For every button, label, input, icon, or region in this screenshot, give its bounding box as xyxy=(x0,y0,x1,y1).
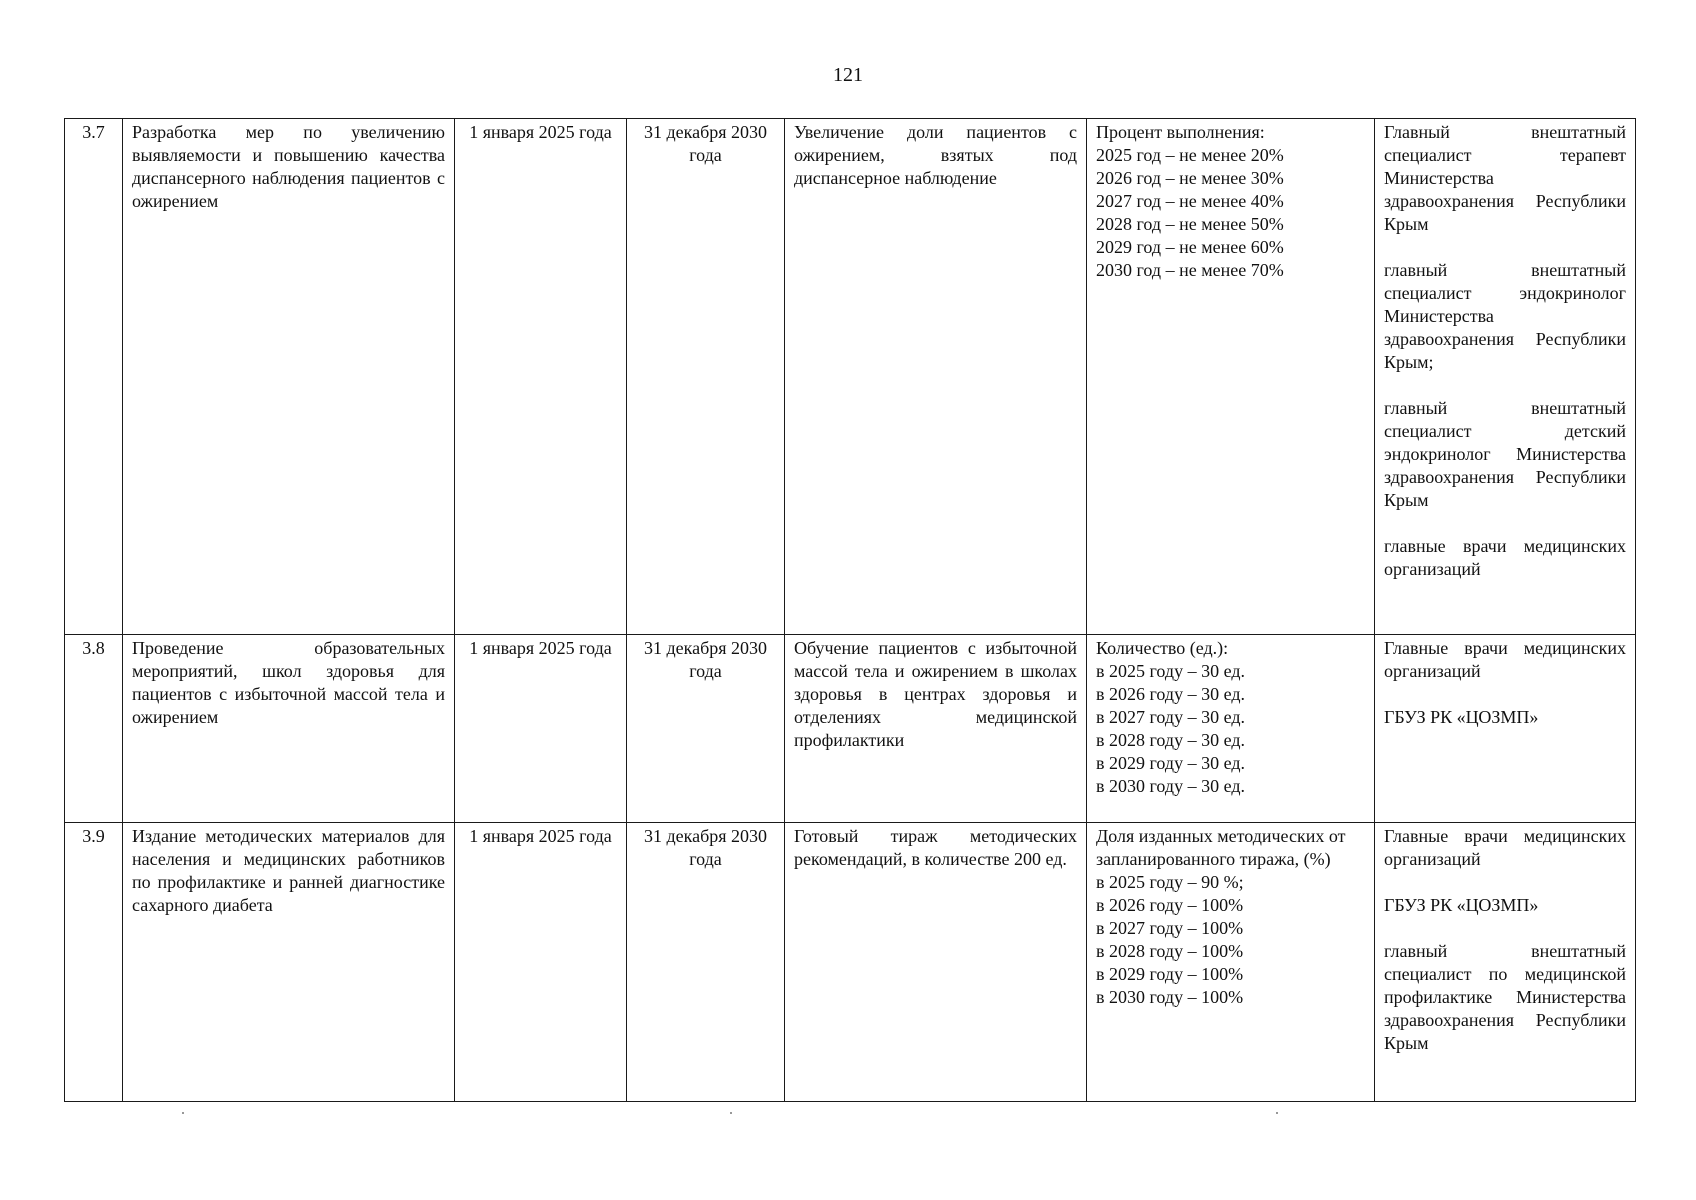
responsible-entry: Главные врачи медицинских организаций xyxy=(1384,638,1626,681)
responsible-entry: Главный внештатный специалист терапевт Министерства здравоохранения Республики Крым xyxy=(1384,122,1626,234)
indicator-line: в 2025 году – 30 ед. xyxy=(1096,661,1245,681)
indicator-cell xyxy=(1087,823,1375,1102)
indicator-line: в 2028 году – 30 ед. xyxy=(1096,730,1245,750)
result-cell: Обучение пациентов с избыточной массой тела и ожирением в школах здоровья в центрах здоровья и отделениях медицинской профилактики xyxy=(785,635,1087,823)
indicator-line: в 2030 году – 30 ед. xyxy=(1096,776,1245,796)
activity-cell: Проведение образовательных мероприятий, школ здоровья для пациентов с избыточной массой тела и ожирением xyxy=(123,635,455,823)
end-date-cell: 31 декабря 2030 года xyxy=(627,119,785,635)
responsible-entry: ГБУЗ РК «ЦОЗМП» xyxy=(1384,707,1539,727)
result-cell: Готовый тираж методических рекомендаций, в количестве 200 ед. xyxy=(785,823,1087,1102)
responsible-entry: ГБУЗ РК «ЦОЗМП» xyxy=(1384,895,1539,915)
indicator-line: Процент выполнения: xyxy=(1096,122,1265,142)
end-date-cell: 31 декабря 2030 года xyxy=(627,823,785,1102)
table-row xyxy=(65,635,1636,823)
indicator-line: 2029 год – не менее 60% xyxy=(1096,237,1284,257)
indicator-line: Количество (ед.): xyxy=(1096,638,1229,658)
start-date-cell: 1 января 2025 года xyxy=(455,635,627,823)
indicator-line: в 2025 году – 90 %; xyxy=(1096,872,1244,892)
page-number: 121 xyxy=(833,64,863,86)
activity-cell: Разработка мер по увеличению выявляемости и повышению качества диспансерного наблюдения пациентов с ожирением xyxy=(123,119,455,635)
indicator-line: в 2030 году – 100% xyxy=(1096,987,1244,1007)
measures-table xyxy=(64,118,1636,1102)
responsible-entry: главные врачи медицинских организаций xyxy=(1384,536,1626,579)
indicator-line: в 2027 году – 100% xyxy=(1096,918,1244,938)
start-date-cell: 1 января 2025 года xyxy=(455,119,627,635)
responsible-entry: Главные врачи медицинских организаций xyxy=(1384,826,1626,869)
indicator-cell xyxy=(1087,119,1375,635)
row-number: 3.8 xyxy=(65,635,123,823)
row-number: 3.9 xyxy=(65,823,123,1102)
responsible-cell xyxy=(1375,119,1636,635)
scan-speck xyxy=(182,1112,184,1114)
indicator-line: в 2029 году – 30 ед. xyxy=(1096,753,1245,773)
indicator-line: 2025 год – не менее 20% xyxy=(1096,145,1284,165)
indicator-line: 2027 год – не менее 40% xyxy=(1096,191,1284,211)
indicator-line: 2030 год – не менее 70% xyxy=(1096,260,1284,280)
start-date-cell: 1 января 2025 года xyxy=(455,823,627,1102)
responsible-cell xyxy=(1375,823,1636,1102)
responsible-entry: главный внештатный специалист эндокринолог Министерства здравоохранения Республики Крым; xyxy=(1384,260,1626,372)
indicator-line: в 2026 году – 100% xyxy=(1096,895,1244,915)
table-row xyxy=(65,823,1636,1102)
indicator-line: 2026 год – не менее 30% xyxy=(1096,168,1284,188)
scan-speck xyxy=(730,1112,732,1114)
row-number: 3.7 xyxy=(65,119,123,635)
indicator-line: в 2029 году – 100% xyxy=(1096,964,1244,984)
indicator-line: Доля изданных методических от запланированного тиража, (%) xyxy=(1096,826,1346,869)
responsible-entry: главный внештатный специалист детский эндокринолог Министерства здравоохранения Республики Крым xyxy=(1384,398,1626,510)
indicator-line: 2028 год – не менее 50% xyxy=(1096,214,1284,234)
responsible-cell xyxy=(1375,635,1636,823)
result-cell: Увеличение доли пациентов с ожирением, взятых под диспансерное наблюдение xyxy=(785,119,1087,635)
activity-cell: Издание методических материалов для населения и медицинских работников по профилактике и ранней диагностике сахарного диабета xyxy=(123,823,455,1102)
end-date-cell: 31 декабря 2030 года xyxy=(627,635,785,823)
indicator-line: в 2027 году – 30 ед. xyxy=(1096,707,1245,727)
table-row xyxy=(65,119,1636,635)
indicator-line: в 2028 году – 100% xyxy=(1096,941,1244,961)
indicator-line: в 2026 году – 30 ед. xyxy=(1096,684,1245,704)
indicator-cell xyxy=(1087,635,1375,823)
responsible-entry: главный внештатный специалист по медицинской профилактике Министерства здравоохранения Республики Крым xyxy=(1384,941,1626,1053)
scan-speck xyxy=(1276,1112,1278,1114)
